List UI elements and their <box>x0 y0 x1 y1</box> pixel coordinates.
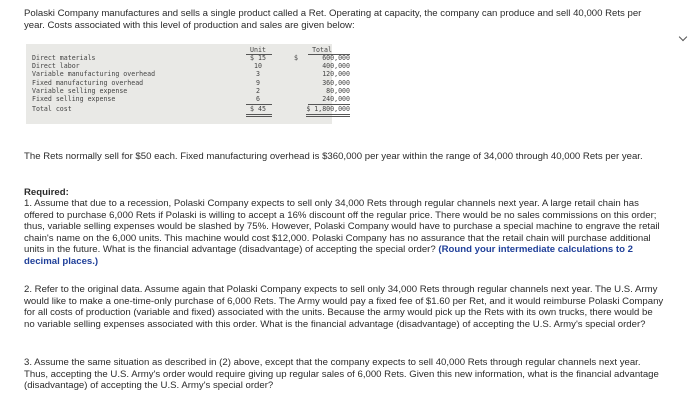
cost-table <box>26 44 350 124</box>
question-3: 3. Assume the same situation as described in (2) above, except that the company expects to sell 40,000 Rets through regular channels next year. Thus, accepting the U.S. Army's order would require giving up regular sales of 6,000 Rets. Given this new information, what is the financial advantage (disadvantage) of accepting the U.S. Army's special order? <box>24 357 659 391</box>
required-heading: Required: <box>24 187 69 198</box>
question-1 <box>24 198 664 267</box>
table-row: Fixed manufacturing overhead 9 360,000 <box>32 78 350 87</box>
problem-intro: Polaski Company manufactures and sells a single product called a Ret. Operating at capacity, the company can produce and sell 40,000 Rets per year. Costs associated with this level of production and sales are given below: <box>24 8 642 31</box>
question-2: 2. Refer to the original data. Assume again that Polaski Company expects to sell only 34,000 Rets through regular channels next year. The U.S. Army would like to make a one-time-only purchase of 6,000 Rets. The Army would pay a fixed fee of $1.60 per Ret, and it would reimburse Polaski Company for all costs of production (variable and fixed) associated with the units. Because the army would pick up the Rets with its own trucks, there would be no variable selling expenses associated with this order. What is the financial advantage (disadvantage) of accepting the U.S. Army's special order? <box>24 284 664 330</box>
table-row: Direct labor 10 400,000 <box>32 62 350 71</box>
table-row: Fixed selling expense 6 240,000 <box>32 95 350 103</box>
chevron-down-icon[interactable] <box>679 33 687 41</box>
table-row: Variable manufacturing overhead 3 120,000 <box>32 70 350 79</box>
unit-header: Unit <box>250 46 266 54</box>
rounding-instruction: (Round your intermediate calculations to 2 decimal places.) <box>24 244 633 267</box>
table-header <box>26 46 332 54</box>
table-row: Direct materials $ 15 $ 600,000 <box>32 54 350 62</box>
question-1-text: 1. Assume that due to a recession, Polaski Company expects to sell only 34,000 Rets through regular channels next year. A large retail chain has offered to purchase 6,000 Rets if Polaski is willing to accept a 16% discount off the regular price. There would be no sales commissions on this order; thus, variable selling expenses would be slashed by 75%. However, Polaski Company would have to purchase a special machine to engrave the retail chain's name on the 6,000 units. This machine would cost $12,000. Polaski Company has no assurance that the retail chain will purchase additional units in the future. What is the financial advantage (disadvantage) of accepting the special order? <box>24 198 660 255</box>
total-double-underline <box>246 114 272 117</box>
total-double-underline <box>306 114 350 117</box>
table-row: Variable selling expense 2 80,000 <box>32 86 350 95</box>
price-note: The Rets normally sell for $50 each. Fixed manufacturing overhead is $360,000 per year within the range of 34,000 through 40,000 Rets per year. <box>24 151 643 162</box>
total-header: Total <box>312 46 332 54</box>
total-cost-row: Total cost $ 45 $ 1,800,000 <box>32 105 350 113</box>
